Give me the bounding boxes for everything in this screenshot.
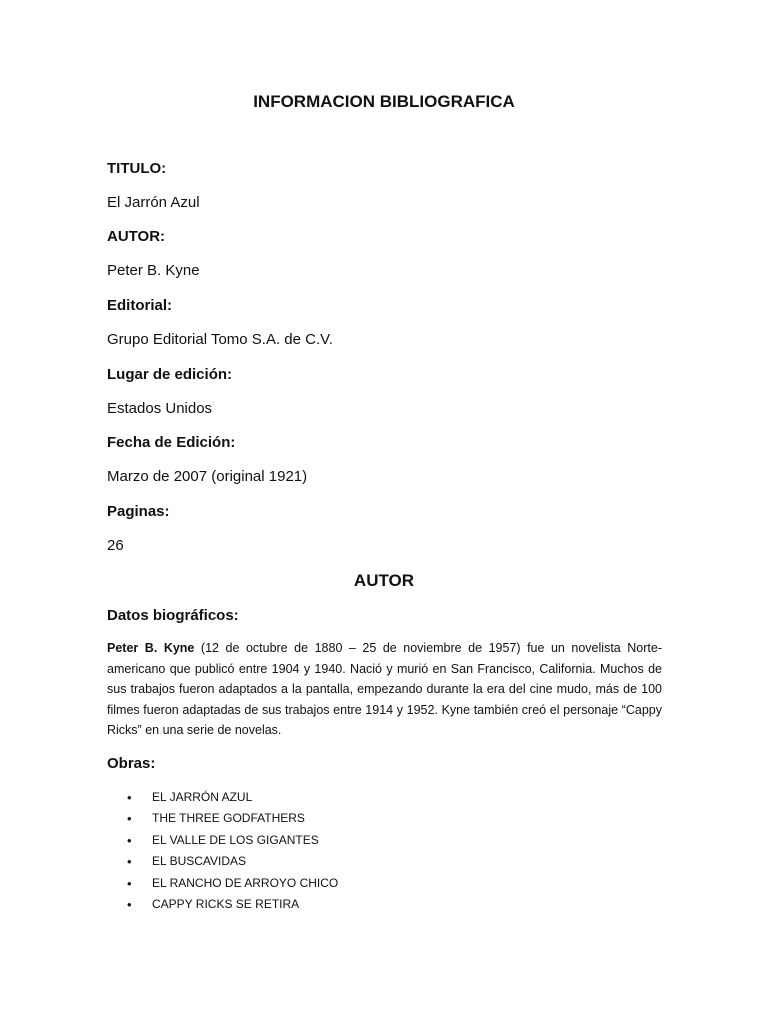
page-title: INFORMACION BIBLIOGRAFICA bbox=[253, 92, 515, 111]
work-title: EL JARRÓN AZUL bbox=[152, 790, 253, 804]
list-item bbox=[107, 808, 338, 829]
field-label-autor: AUTOR: bbox=[107, 228, 166, 245]
bio-heading: Datos biográficos: bbox=[107, 607, 239, 624]
work-title: CAPPY RICKS SE RETIRA bbox=[152, 896, 300, 911]
bullet-icon: • bbox=[127, 896, 132, 912]
bullet-icon: • bbox=[127, 790, 132, 805]
field-value-lugar: Estados Unidos bbox=[107, 400, 213, 417]
author-section-title: AUTOR bbox=[353, 571, 415, 590]
bio-paragraph bbox=[107, 638, 662, 741]
field-value-editorial: Grupo Editorial Tomo S.A. de C.V. bbox=[107, 331, 333, 348]
field-label-editorial: Editorial: bbox=[107, 297, 173, 314]
field-label-titulo: TITULO: bbox=[107, 160, 167, 177]
list-item bbox=[107, 873, 338, 894]
bio-text: (12 de octubre de 1880 – 25 de noviembre de 1957) fue un novelista Norte-americano que publicó entre 1904 y 1940. Nació y murió en San Francisco, California. Muchos de sus trabajos fueron adaptados a la pantalla, empezando durante la era del cine mudo, más de 100 filmes fueron adaptadas de sus trabajos entre 1914 y 1952. Kyne también creó el personaje “Cappy Ricks” en una serie de novelas. bbox=[107, 641, 662, 737]
works-heading: Obras: bbox=[107, 755, 156, 772]
bullet-icon: • bbox=[127, 832, 132, 848]
field-value-fecha: Marzo de 2007 (original 1921) bbox=[107, 468, 308, 485]
field-label-fecha: Fecha de Edición: bbox=[107, 434, 236, 451]
works-list bbox=[107, 787, 338, 915]
work-title: THE THREE GODFATHERS bbox=[152, 811, 305, 826]
list-item bbox=[107, 787, 338, 808]
list-item bbox=[107, 894, 338, 915]
field-label-paginas: Paginas: bbox=[107, 503, 170, 520]
list-item bbox=[107, 830, 338, 851]
bullet-icon: • bbox=[127, 854, 132, 870]
bullet-icon: • bbox=[127, 811, 132, 827]
field-value-paginas: 26 bbox=[107, 537, 124, 554]
bio-author-name: Peter B. Kyne bbox=[107, 641, 195, 655]
work-title: EL BUSCAVIDAS bbox=[152, 854, 247, 869]
list-item bbox=[107, 851, 338, 872]
field-label-lugar: Lugar de edición: bbox=[107, 366, 233, 383]
work-title: EL RANCHO DE ARROYO CHICO bbox=[152, 875, 339, 890]
work-title: EL VALLE DE LOS GIGANTES bbox=[152, 832, 319, 847]
field-value-autor: Peter B. Kyne bbox=[107, 262, 200, 279]
field-value-titulo: El Jarrón Azul bbox=[107, 194, 200, 211]
bullet-icon: • bbox=[127, 875, 132, 891]
